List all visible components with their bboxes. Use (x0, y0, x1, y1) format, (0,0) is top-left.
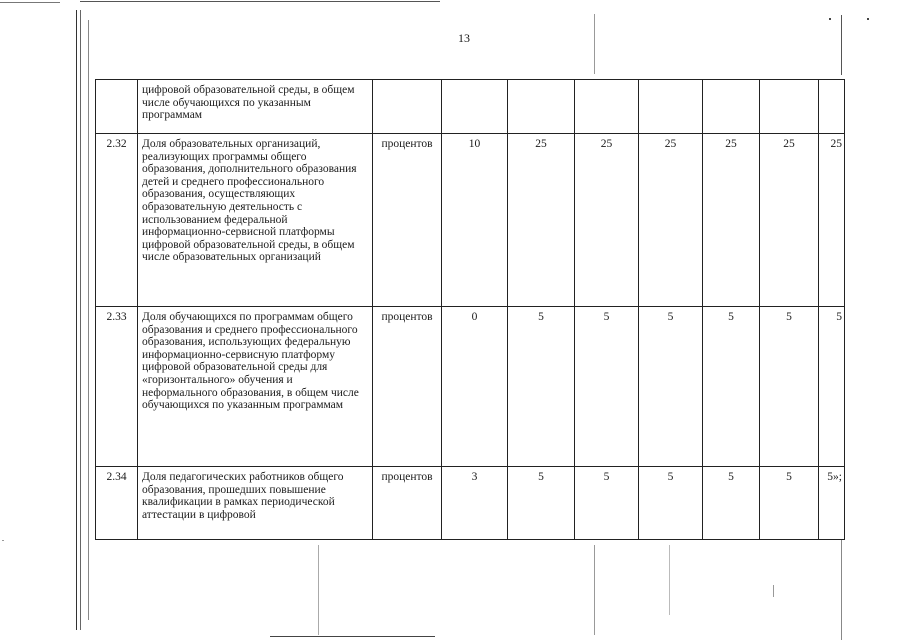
scan-line (88, 20, 89, 620)
row-value: 25 (575, 134, 639, 307)
scan-line (80, 1, 440, 2)
scan-line (0, 2, 60, 3)
row-value: 5 (703, 467, 760, 540)
table-row (96, 467, 845, 540)
row-value: 25 (760, 134, 819, 307)
scan-line (76, 10, 77, 630)
table-row (96, 307, 845, 467)
row-value: 5 (760, 467, 819, 540)
page-number: 13 (458, 31, 470, 45)
table-row (96, 134, 845, 307)
row-description: Доля обучающихся по программам общего образования и среднего профессионального образования, использующих федеральную информационно-сервисную платформу цифровой образовательной среды для «горизонтального» обучения и неформального образования, в общем числе обучающихся по указанным программам (138, 307, 373, 467)
row-value: 5 (575, 467, 639, 540)
row-value: 25 (703, 134, 760, 307)
row-unit: процентов (373, 134, 442, 307)
scan-line (841, 15, 842, 75)
scan-speck (2, 540, 4, 541)
row-value: 25 (508, 134, 575, 307)
scan-speck (773, 585, 774, 597)
row-value (639, 80, 703, 134)
row-number: 2.34 (96, 467, 138, 540)
row-value (703, 80, 760, 134)
row-unit: процентов (373, 467, 442, 540)
row-value (442, 80, 508, 134)
scan-line (318, 545, 319, 635)
row-number: 2.33 (96, 307, 138, 467)
scan-line (594, 545, 595, 635)
row-value: 25 (639, 134, 703, 307)
row-description: Доля педагогических работников общего образования, прошедших повышение квалификации в рамках периодической аттестации в цифровой (138, 467, 373, 540)
row-description: Доля образовательных организаций, реализующих программы общего образования, дополнительного образования детей и среднего профессионального образования, осуществляющих образовательную деятельность с использованием федеральной информационно-сервисной платформы цифровой образовательной среды, в общем числе образовательных организаций (138, 134, 373, 307)
table-row (96, 80, 845, 134)
scan-speck (867, 18, 869, 20)
row-value: 5 (575, 307, 639, 467)
scan-line (270, 636, 435, 637)
row-value: 25 (819, 134, 845, 307)
row-value: 3 (442, 467, 508, 540)
indicators-table (95, 79, 845, 540)
row-unit (373, 80, 442, 134)
row-value (819, 80, 845, 134)
row-number: 2.32 (96, 134, 138, 307)
row-value (508, 80, 575, 134)
scan-line (669, 545, 670, 615)
row-value: 5 (508, 307, 575, 467)
row-description: цифровой образовательной среды, в общем числе обучающихся по указанным программам (138, 80, 373, 134)
scan-speck (829, 18, 831, 20)
row-value (760, 80, 819, 134)
row-value: 5»; (819, 467, 845, 540)
row-value: 5 (819, 307, 845, 467)
scan-line (594, 14, 595, 74)
row-value: 5 (760, 307, 819, 467)
row-unit: процентов (373, 307, 442, 467)
row-number (96, 80, 138, 134)
row-value: 5 (703, 307, 760, 467)
row-value: 0 (442, 307, 508, 467)
row-value: 10 (442, 134, 508, 307)
scan-line (841, 540, 842, 640)
row-value: 5 (508, 467, 575, 540)
row-value (575, 80, 639, 134)
scan-line (80, 10, 81, 630)
row-value: 5 (639, 467, 703, 540)
row-value: 5 (639, 307, 703, 467)
